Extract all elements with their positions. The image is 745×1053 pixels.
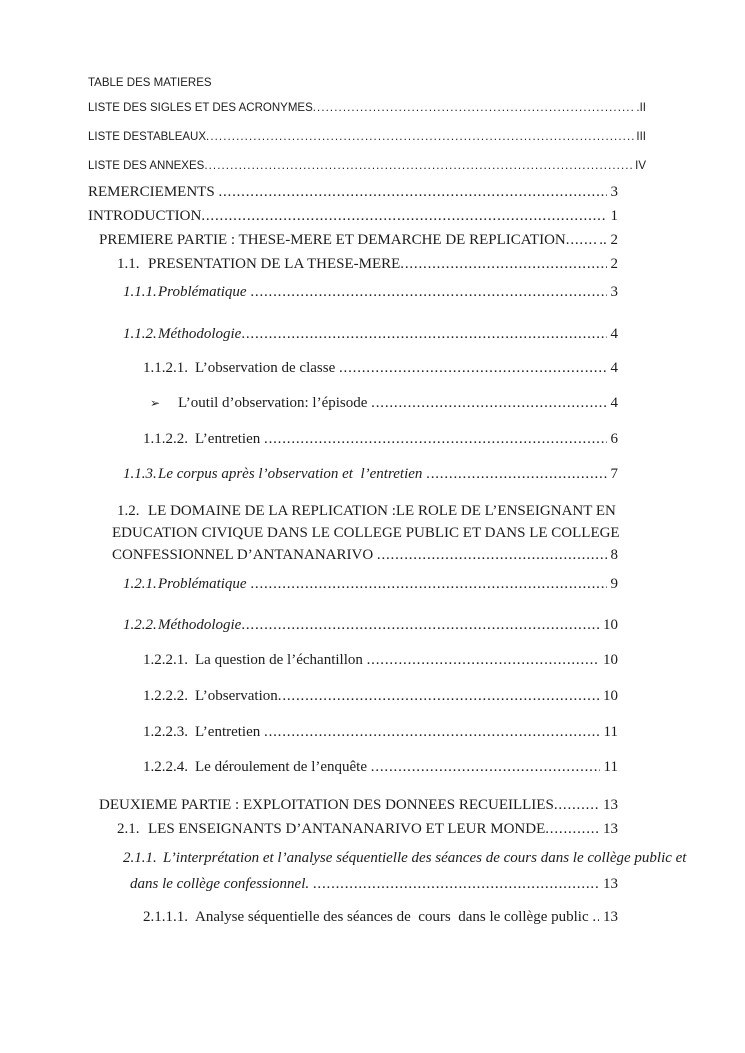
page-number: 10 — [599, 652, 618, 668]
toc-entry-label: Problématique — [158, 284, 251, 300]
toc-entry-1-2-2 — [88, 617, 618, 634]
toc-entry-label: Le corpus après l’observation et l’entretien — [158, 466, 427, 482]
toc-entry-l-outil-d — [88, 395, 618, 412]
page-number: 10 — [599, 688, 618, 704]
toc-entry-label: PRESENTATION DE LA THESE-MERE — [148, 256, 401, 272]
toc-entry-label: LISTE DESTABLEAUX — [88, 131, 207, 143]
page-number: 13 — [599, 821, 618, 837]
page-number: 2 — [606, 256, 618, 272]
toc-entry-label: L’outil d’observation: l’épisode — [178, 395, 372, 411]
toc-entry-number: 1.1.3. — [123, 466, 157, 482]
toc-entry-2-1-1 — [88, 845, 687, 897]
dot-leader — [566, 232, 596, 249]
toc-entry-label: L’observation de classe — [195, 360, 339, 376]
toc-entry-label: LE DOMAINE DE LA REPLICATION :LE ROLE DE L’ENSEIGNANT EN — [148, 503, 616, 519]
page-number: 10 — [599, 617, 618, 633]
toc-entry-label: LISTE DES SIGLES ET DES ACRONYMES — [88, 102, 313, 114]
page-number: 3 — [606, 284, 618, 300]
page-number: .. 2 — [595, 232, 618, 248]
page-number: 1 — [606, 208, 618, 224]
toc-entry-introduction — [88, 208, 618, 225]
toc-entry-line — [112, 544, 618, 566]
dot-leader — [204, 158, 635, 174]
dot-leader — [371, 395, 607, 412]
toc-title: TABLE DES MATIERES — [88, 77, 212, 89]
page-number: 4 — [606, 360, 618, 376]
toc-entry-1-1-2-2 — [88, 431, 618, 448]
dot-leader — [313, 871, 599, 897]
page-number: 7 — [606, 466, 618, 482]
toc-entry-1-2 — [88, 500, 618, 566]
dot-leader — [218, 184, 606, 201]
page-number: 4 — [606, 395, 618, 411]
toc-entry-1-1 — [88, 256, 618, 273]
toc-entry-1-1-1 — [88, 284, 618, 301]
dot-leader — [554, 797, 599, 814]
toc-entry-label: LES ENSEIGNANTS D’ANTANANARIVO ET LEUR MONDE — [148, 821, 546, 837]
toc-entry-number: 1.1.2.2. — [143, 431, 188, 447]
toc-entry-2-1 — [88, 821, 618, 838]
page-number: 3 — [606, 184, 618, 200]
dot-leader — [426, 466, 607, 483]
toc-entry-number: 1.2.2.4. — [143, 759, 188, 775]
toc-entry-liste-des-sigles — [88, 100, 646, 116]
toc-entry-label: Méthodologie — [158, 617, 242, 633]
dot-leader — [206, 129, 636, 145]
page-number: III — [636, 131, 646, 143]
toc-entry-number: 2.1.1. — [123, 850, 157, 866]
dot-leader — [592, 909, 599, 926]
page-number: 13 — [599, 876, 618, 892]
toc-entry-1-2-2-4 — [88, 759, 618, 776]
toc-entry-label: Analyse séquentielle des séances de cours dans le collège public — [195, 909, 593, 925]
page-number: 13 — [599, 909, 618, 925]
page-number: 11 — [599, 759, 618, 775]
dot-leader — [250, 284, 606, 301]
toc-entry-label: PREMIERE PARTIE : THESE-MERE ET DEMARCHE DE REPLICATION — [99, 232, 566, 248]
table-of-contents — [88, 75, 687, 926]
dot-leader — [400, 256, 606, 273]
toc-entry-1-1-2-1 — [88, 360, 618, 377]
toc-entry-number: 1.1.2. — [123, 326, 157, 342]
toc-entry-remerciements — [88, 184, 618, 201]
page-number: .II — [633, 102, 646, 114]
page-number: IV — [635, 160, 646, 172]
toc-entry-label: Méthodologie — [158, 326, 242, 342]
toc-entry-1-1-3 — [88, 466, 618, 483]
dot-leader — [264, 431, 607, 448]
toc-entry-label: LISTE DES ANNEXES — [88, 160, 205, 172]
dot-leader — [339, 360, 607, 377]
toc-entry-line — [123, 871, 618, 897]
toc-entry-number: 1.1. — [117, 256, 140, 272]
dot-leader — [278, 688, 599, 705]
toc-entry-number: 1.2. — [117, 503, 140, 519]
page-number: 9 — [606, 576, 618, 592]
toc-entry-number: 1.1.1. — [123, 284, 157, 300]
dot-leader — [367, 652, 600, 669]
toc-entry-number: 2.1. — [117, 821, 140, 837]
toc-entry-label: INTRODUCTION — [88, 208, 202, 224]
toc-entry-premiere-partie-these — [88, 232, 618, 249]
dot-leader — [264, 724, 600, 741]
toc-entry-1-2-2-1 — [88, 652, 618, 669]
dot-leader — [250, 576, 606, 593]
toc-entry-label: L’interprétation et l’analyse séquentielle des séances de cours dans le collège public et — [163, 850, 687, 866]
page-number: 8 — [606, 547, 618, 563]
toc-entry-number: 1.2.2. — [123, 617, 157, 633]
dot-leader — [371, 759, 600, 776]
toc-entry-label: EDUCATION CIVIQUE DANS LE COLLEGE PUBLIC ET DANS LE COLLEGE — [112, 525, 620, 541]
toc-entry-liste-destableaux — [88, 129, 646, 145]
toc-entry-label: L’entretien — [195, 431, 265, 447]
toc-entry-number: 1.1.2.1. — [143, 360, 188, 376]
toc-entry-number: 1.2.2.1. — [143, 652, 188, 668]
toc-entry-label: Problématique — [158, 576, 251, 592]
dot-leader — [201, 208, 606, 225]
toc-entry-1-2-2-2 — [88, 688, 618, 705]
toc-entry-label: CONFESSIONNEL D’ANTANANARIVO — [112, 547, 377, 563]
toc-entry-liste-des-annexes — [88, 158, 646, 174]
page-number: 11 — [599, 724, 618, 740]
toc-entry-label: La question de l’échantillon — [195, 652, 367, 668]
page-number: 13 — [599, 797, 618, 813]
page-number: 6 — [606, 431, 618, 447]
toc-entry-number: 1.2.1. — [123, 576, 157, 592]
toc-entry-line — [123, 845, 687, 871]
dot-leader — [313, 100, 633, 116]
toc-entry-label: DEUXIEME PARTIE : EXPLOITATION DES DONNEES RECUEILLIES — [99, 797, 554, 813]
bullet-arrow-icon: ➢ — [150, 396, 161, 410]
toc-entry-deuxieme-partie-exploitation — [88, 797, 618, 814]
toc-entry-number: 1.2.2.2. — [143, 688, 188, 704]
dot-leader — [377, 544, 607, 566]
toc-entry-label: REMERCIEMENTS — [88, 184, 219, 200]
dot-leader — [241, 326, 606, 343]
toc-entry-label: Le déroulement de l’enquête — [195, 759, 371, 775]
toc-entry-number: 2.1.1.1. — [143, 909, 188, 925]
toc-entry-label: dans le collège confessionnel. — [130, 876, 313, 892]
page-number: 4 — [606, 326, 618, 342]
dot-leader — [241, 617, 599, 634]
toc-entry-line — [112, 500, 618, 522]
toc-entry-1-1-2 — [88, 326, 618, 343]
toc-entry-number: 1.2.2.3. — [143, 724, 188, 740]
toc-entry-label: L’entretien — [195, 724, 265, 740]
toc-entry-1-2-1 — [88, 576, 618, 593]
toc-list — [88, 100, 687, 926]
toc-entry-line — [112, 522, 618, 544]
dot-leader — [545, 821, 599, 838]
toc-entry-label: L’observation — [195, 688, 278, 704]
toc-entry-2-1-1-1 — [88, 909, 618, 926]
toc-entry-1-2-2-3 — [88, 724, 618, 741]
